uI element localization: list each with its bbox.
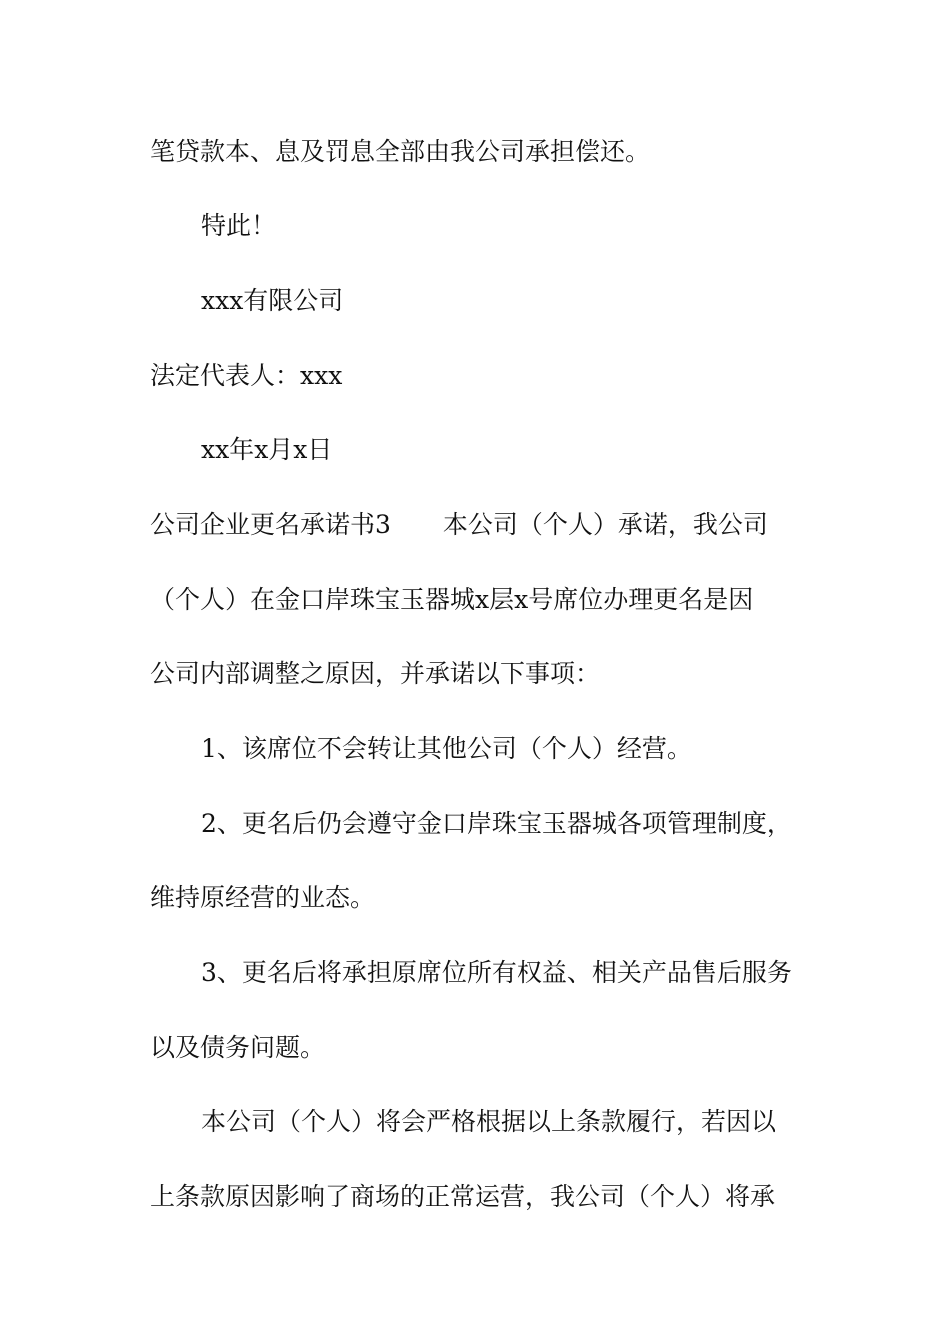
text-line-date: xx年x月x日 [201,435,333,464]
text-line-closing-2: 上条款原因影响了商场的正常运营，我公司（个人）将承 [150,1182,776,1211]
heading-trailing-text: 本公司（个人）承诺，我公司 [442,510,768,539]
document-heading: 公司企业更名承诺书3 [150,510,391,539]
text-line-item-2: 2、更名后仍会遵守金口岸珠宝玉器城各项管理制度， [201,809,792,838]
text-line-loan-repayment: 笔贷款本、息及罚息全部由我公司承担偿还。 [150,137,651,166]
text-line-company-name: xxx有限公司 [201,286,344,315]
text-line-hereby: 特此！ [201,211,277,240]
text-line-body-2: 公司内部调整之原因，并承诺以下事项： [150,659,601,688]
text-line-heading [150,509,768,541]
text-line-body-1: （个人）在金口岸珠宝玉器城x层x号席位办理更名是因 [150,585,754,614]
text-line-item-2-cont: 维持原经营的业态。 [150,883,376,912]
text-line-item-1: 1、该席位不会转让其他公司（个人）经营。 [201,734,692,763]
text-line-legal-representative: 法定代表人：xxx [150,361,343,390]
text-line-item-3: 3、更名后将承担原席位所有权益、相关产品售后服务 [201,958,792,987]
text-line-closing-1: 本公司（个人）将会严格根据以上条款履行，若因以 [201,1107,777,1136]
text-line-item-3-cont: 以及债务问题。 [150,1033,326,1062]
